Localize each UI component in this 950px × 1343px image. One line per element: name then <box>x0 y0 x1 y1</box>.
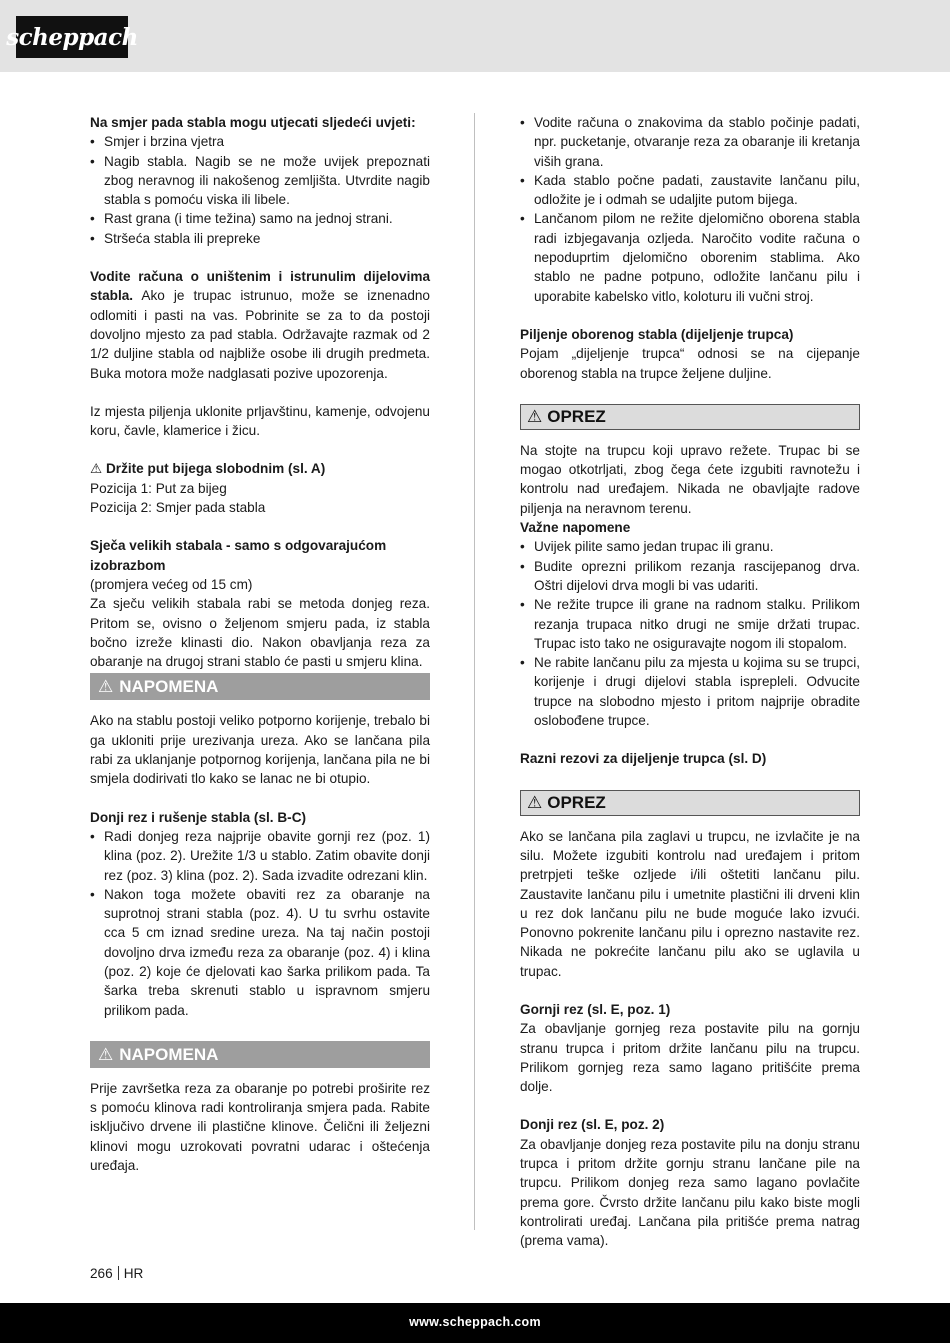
undercut-list <box>90 827 430 1020</box>
list-item: • Vodite računa o znakovima da stablo počinje padati, npr. pucketanje, otvaranje reza za obaranje ili kretanja viših grana. <box>520 113 860 171</box>
warning-triangle-icon: ⚠ <box>98 677 114 697</box>
language-code: HR <box>123 1266 144 1281</box>
list-item: • Lančanom pilom ne režite djelomično oborena stabla radi izbjegavanja ozljeda. Naročito vodite računa o nepoduprtim djelomično oborenim stablima. Ako stablo ne padne potpuno, odložite lančanu pilu i uporabite kabelsko vitlo, koloturu ili vučni stroj. <box>520 209 860 305</box>
page-number-separator <box>118 1266 119 1280</box>
large-trees-heading: Sječa velikih stabala - samo s odgovarajućom izobrazbom <box>90 538 387 573</box>
list-item: • Ne rabite lančanu pilu za mjesta u kojima su se trupci, korijenje i drugi dijelovi stabla isprepleli. Odvucite trupce na slobodno mjesto i pritom najprije obradite oslobođene trupce. <box>520 653 860 730</box>
caution-2-text: Ako se lančana pila zaglavi u trupcu, ne izvlačite je na silu. Možete izgubiti kontrolu nad uređajem i pritom pretrpjeti teške ozljede i/ili oštetiti lančanu pilu. Zaustavite lančanu pilu i umetnite plastični ili drveni klin u rez dok lančanu pilu ne bude moguće lako izvući. Ponovno pokrenite lančanu pilu i oprezno nastavite rez. Nikada ne pokrećite lančanu pilu ako se uglavila u trupac. <box>520 828 860 979</box>
left-column <box>90 113 430 1175</box>
page-number <box>90 1266 143 1281</box>
bottom-cut-paragraph: Za obavljanje donjeg reza postavite pilu na donju stranu trupca i pritom držite gornju stranu lančane pile na trupcu. Prilikom donjeg reza samo lagano povlačite prema gore. Čvrsto držite lančanu pilu kako biste mogli kontrolirati uređaj. Lančana pila pritišće prema natrag (prema vama). <box>520 1136 860 1249</box>
caution-title: OPREZ <box>547 406 606 426</box>
top-cut-heading: Gornji rez (sl. E, poz. 1) <box>520 1001 671 1017</box>
escape-route-position-1: Pozicija 1: Put za bijeg <box>90 480 227 496</box>
list-item: • Nagib stabla. Nagib se ne može uvijek prepoznati zbog neravnog ili nakošenog zemljišta. Utvrdite nagib stabla s pomoću viska ili libele. <box>90 152 430 210</box>
falling-signs-list <box>520 113 860 306</box>
list-item: • Nakon toga možete obaviti rez za obaranje na suprotnoj strani stabla (poz. 4). U tu svrhu ostavite cca 5 cm iznad sredine ureza. Na taj način postoji dovoljno drva između reza za obaranje (poz. 4) i klina (poz. 2) koje će djelovati kao šarka prilikom pada. Ta šarka treba skrenuti stablo u ispravnom smjeru prilikom pada. <box>90 885 430 1020</box>
scheppach-logo: scheppach <box>16 16 128 58</box>
page-header <box>0 0 950 72</box>
note-2-text: Prije završetka reza za obaranje po potrebi proširite rez s pomoću klinova radi kontroliranja smjera pada. Rabite isključivo drvene ili plastične klinove. Čelični ili željezni klinovi mogu uzrokovati povratni udarac i oštećenja uređaja. <box>90 1080 430 1174</box>
bucking-heading: Piljenje oborenog stabla (dijeljenje trupca) <box>520 326 794 342</box>
bucking-paragraph: Pojam „dijeljenje trupca“ odnosi se na cijepanje oborenog stabla na trupce željene duljine. <box>520 346 860 381</box>
top-cut-paragraph: Za obavljanje gornjeg reza postavite pilu na gornju stranu trupca i pritom držite lančanu pilu na trupcu. Prilikom gornjeg reza samo lagano pritišćite prema dolje. <box>520 1021 860 1095</box>
note-box-2 <box>90 1041 430 1068</box>
list-item: • Budite oprezni prilikom rezanja rascijepanog drva. Oštri dijelovi drva mogli bi vas udariti. <box>520 557 860 596</box>
list-item: • Smjer i brzina vjetra <box>90 132 430 151</box>
list-item: • Stršeća stabla ili prepreke <box>90 229 430 248</box>
important-notes-list <box>520 537 860 730</box>
warning-triangle-icon: ⚠ <box>98 1044 114 1064</box>
warning-triangle-icon: ⚠ <box>527 406 543 426</box>
important-notes-heading: Važne napomene <box>520 520 631 536</box>
warning-triangle-icon: ⚠ <box>90 461 103 477</box>
various-cuts-heading: Razni rezovi za dijeljenje trupca (sl. D) <box>520 751 767 767</box>
fall-conditions-list <box>90 132 430 248</box>
note-box-1 <box>90 673 430 700</box>
warning-triangle-icon: ⚠ <box>527 792 543 812</box>
caution-box-1 <box>520 404 860 430</box>
list-item: • Radi donjeg reza najprije obavite gornji rez (poz. 1) klina (poz. 2). Urežite 1/3 u stablo. Zatim obavite donji rez (poz. 3) klina (poz. 2). Sada izvadite odrezani klin. <box>90 827 430 885</box>
page-number-value: 266 <box>90 1266 113 1281</box>
rotten-parts-text: Ako je trupac istrunuo, može se iznenadno odlomiti i pasti na vas. Pobrinite se za to da postoji dovoljno mjesto za pad stabla. Održavajte razmak od 2 1/2 duljine stabla od najbliže osobe ili drugih predmeta. Buka motora može nadglasati pozive upozorenja. <box>90 288 430 381</box>
note-title: NAPOMENA <box>119 677 219 697</box>
page-footer <box>0 1303 950 1343</box>
escape-route-heading: ⚠ Držite put bijega slobodnim (sl. A) <box>90 461 326 477</box>
bottom-cut-heading: Donji rez (sl. E, poz. 2) <box>520 1117 665 1133</box>
note-1-text: Ako na stablu postoji veliko potporno korijenje, trebalo bi ga ukloniti prije urezivanja ureza. Ako se lančana pila rabi za uklanjanje potpornog korijenja, lančana pila ne bi smjela dodirivati tlo kako se lanac ne bi otupio. <box>90 713 430 787</box>
list-item: • Rast grana (i time težina) samo na jednoj strani. <box>90 209 430 228</box>
undercut-heading: Donji rez i rušenje stabla (sl. B-C) <box>90 809 307 825</box>
caution-1-text: Na stojte na trupcu koji upravo režete. Trupac bi se mogao otkotrljati, zbog čega ćete izgubiti ravnotežu i kontrolu nad uređajem. Nikada ne obavljajte radove piljenja na neravnom terenu. <box>520 442 860 516</box>
rotten-parts-paragraph <box>90 267 430 383</box>
rotten-parts-heading: Vodite računa o uništenim i istrunulim dijelovima stabla. <box>90 269 430 304</box>
website-link[interactable]: www.scheppach.com <box>409 1315 541 1329</box>
large-trees-diameter: (promjera većeg od 15 cm) <box>90 576 253 592</box>
caution-title: OPREZ <box>547 792 606 812</box>
escape-route-position-2: Pozicija 2: Smjer pada stabla <box>90 500 266 516</box>
note-title: NAPOMENA <box>119 1044 219 1064</box>
list-item: • Ne režite trupce ili grane na radnom stalku. Prilikom rezanja trupaca nitko drugi ne smije držati trupac. Trupac isto tako ne osiguravajte nogom ili stopalom. <box>520 595 860 653</box>
remove-dirt-paragraph: Iz mjesta piljenja uklonite prljavštinu, kamenje, odvojenu koru, čavle, klamerice i žicu. <box>90 403 430 439</box>
fall-conditions-heading: Na smjer pada stabla mogu utjecati sljedeći uvjeti: <box>90 115 416 130</box>
caution-box-2 <box>520 790 860 816</box>
list-item: • Kada stablo počne padati, zaustavite lančanu pilu, odložite je i odmah se udaljite putom bijega. <box>520 171 860 210</box>
right-column <box>520 113 860 1251</box>
large-trees-paragraph: Za sječu velikih stabala rabi se metoda donjeg reza. Pritom se, ovisno o željenom smjeru pada, iz stabla bočno izreže klinasti dio. Nakon obavljanja reza za obaranje na drugoj strani stablo će pasti u smjeru klina. <box>90 596 430 670</box>
list-item: • Uvijek pilite samo jedan trupac ili granu. <box>520 537 860 556</box>
column-divider <box>474 113 475 1230</box>
